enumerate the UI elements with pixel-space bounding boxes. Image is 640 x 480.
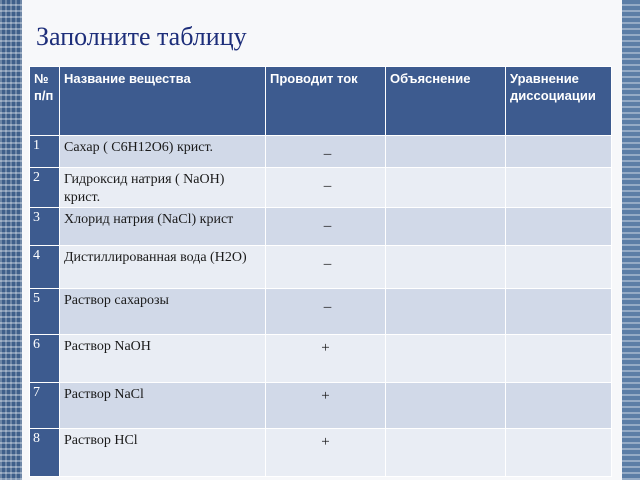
table-row xyxy=(30,383,612,429)
row-explanation-cell[interactable] xyxy=(386,429,506,477)
row-num: 4 xyxy=(30,246,60,289)
row-substance-name: Гидроксид натрия ( NaOH) крист. xyxy=(60,168,266,208)
row-explanation-cell[interactable] xyxy=(386,208,506,246)
header-explanation: Объяснение xyxy=(386,67,506,136)
row-explanation-cell[interactable] xyxy=(386,136,506,168)
row-conducts: _ xyxy=(266,168,386,208)
row-num: 6 xyxy=(30,335,60,383)
row-substance-name: Сахар ( С6Н12О6) крист. xyxy=(60,136,266,168)
table-header-row xyxy=(30,67,612,136)
row-equation-cell[interactable] xyxy=(506,168,612,208)
row-equation-cell[interactable] xyxy=(506,335,612,383)
table-row xyxy=(30,136,612,168)
row-equation-cell[interactable] xyxy=(506,429,612,477)
table-row xyxy=(30,289,612,335)
row-explanation-cell[interactable] xyxy=(386,383,506,429)
row-conducts: + xyxy=(266,429,386,477)
header-num: № п/п xyxy=(30,67,60,136)
row-explanation-cell[interactable] xyxy=(386,246,506,289)
left-decorative-strip xyxy=(0,0,22,480)
row-equation-cell[interactable] xyxy=(506,136,612,168)
header-name: Название вещества xyxy=(60,67,266,136)
row-conducts: _ xyxy=(266,208,386,246)
row-conducts: _ xyxy=(266,246,386,289)
row-conducts: _ xyxy=(266,289,386,335)
row-substance-name: Дистиллированная вода (Н2О) xyxy=(60,246,266,289)
row-substance-name: Раствор NaCl xyxy=(60,383,266,429)
table-row xyxy=(30,168,612,208)
row-num: 7 xyxy=(30,383,60,429)
row-explanation-cell[interactable] xyxy=(386,168,506,208)
row-equation-cell[interactable] xyxy=(506,246,612,289)
row-equation-cell[interactable] xyxy=(506,208,612,246)
right-decorative-strip xyxy=(622,0,640,480)
table-row xyxy=(30,429,612,477)
row-num: 1 xyxy=(30,136,60,168)
row-substance-name: Раствор сахарозы xyxy=(60,289,266,335)
row-substance-name: Раствор HCl xyxy=(60,429,266,477)
row-num: 5 xyxy=(30,289,60,335)
row-conducts: _ xyxy=(266,136,386,168)
row-explanation-cell[interactable] xyxy=(386,289,506,335)
row-explanation-cell[interactable] xyxy=(386,335,506,383)
row-substance-name: Хлорид натрия (NaCl) крист xyxy=(60,208,266,246)
header-equation: Уравнение диссоциации xyxy=(506,67,612,136)
row-conducts: + xyxy=(266,383,386,429)
row-num: 2 xyxy=(30,168,60,208)
row-equation-cell[interactable] xyxy=(506,289,612,335)
row-num: 8 xyxy=(30,429,60,477)
row-substance-name: Раствор NaOH xyxy=(60,335,266,383)
table-row xyxy=(30,246,612,289)
substances-table xyxy=(29,66,612,477)
table-row xyxy=(30,208,612,246)
row-equation-cell[interactable] xyxy=(506,383,612,429)
header-conducts: Проводит ток xyxy=(266,67,386,136)
slide-title: Заполните таблицу xyxy=(36,22,247,51)
row-conducts: + xyxy=(266,335,386,383)
row-num: 3 xyxy=(30,208,60,246)
table-row xyxy=(30,335,612,383)
